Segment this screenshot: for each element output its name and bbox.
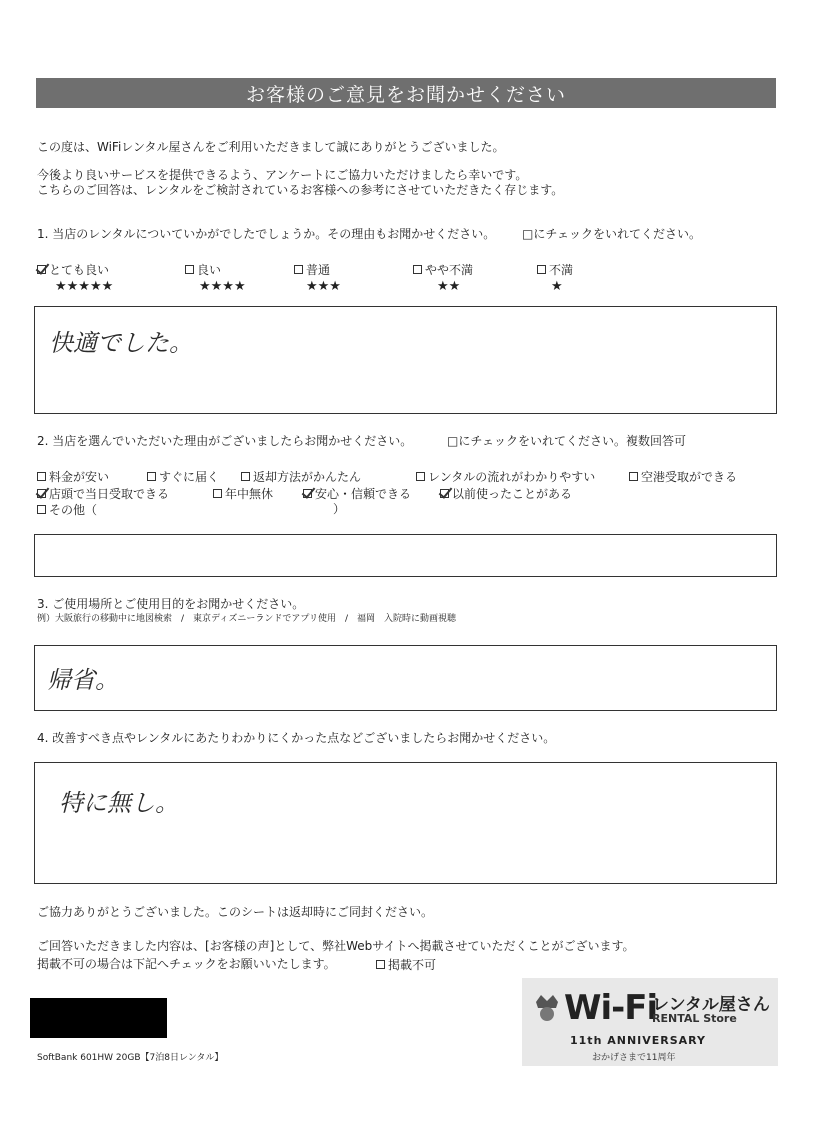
q2-option-fast-delivery[interactable]: すぐに届く — [147, 468, 219, 485]
q1-question: 1. 当店のレンタルについていかがでしたでしょうか。その理由もお聞かせください。 — [37, 227, 496, 241]
q1-option-somewhat-dissatisfied[interactable]: やや不満 ★★ — [413, 259, 473, 294]
crown-icon — [534, 992, 560, 1022]
q1-stars-3: ★★★ — [306, 279, 341, 294]
q2-hint: □にチェックをいれてください。複数回答可 — [447, 434, 686, 448]
footer-notice-1: ご回答いただきました内容は、[お客様の声]として、弊社Webサイトへ掲載させていただくことがございます。 — [37, 939, 635, 953]
checkbox[interactable] — [241, 472, 250, 481]
q2-option-same-day-store[interactable]: 店頭で当日受取できる — [37, 485, 169, 502]
footer-thanks: ご協力ありがとうございました。このシートは返却時にご同封ください。 — [37, 905, 434, 919]
checkbox[interactable] — [629, 472, 638, 481]
checkbox[interactable] — [37, 505, 46, 514]
q2-option-easy-return[interactable]: 返却方法がかんたん — [241, 468, 361, 485]
checkbox[interactable] — [37, 472, 46, 481]
checkbox[interactable] — [213, 489, 222, 498]
q2-option-used-before[interactable]: 以前使ったことがある — [440, 485, 572, 502]
checkbox[interactable] — [147, 472, 156, 481]
q2-answer-box[interactable] — [34, 534, 777, 577]
q3-question: 3. ご使用場所とご使用目的をお聞かせください。 — [37, 597, 305, 611]
q3-answer-box[interactable] — [34, 645, 777, 711]
checkbox[interactable] — [376, 960, 385, 969]
q4-question: 4. 改善すべき点やレンタルにあたりわかりにくかった点などございましたらお聞かせください。 — [37, 731, 556, 745]
q1-option-normal[interactable]: 普通 ★★★ — [294, 259, 341, 294]
q4-answer-text: 特に無し。 — [59, 789, 179, 817]
logo-name: レンタル屋さん — [652, 995, 770, 1015]
q1-option-dissatisfied[interactable]: 不満 ★ — [537, 259, 573, 294]
logo-subtitle: RENTAL Store — [652, 1012, 737, 1025]
no-publish-checkbox[interactable]: 掲載不可 — [376, 956, 436, 973]
q2-option-cheap[interactable]: 料金が安い — [37, 468, 109, 485]
check-icon[interactable] — [37, 265, 46, 274]
q1-answer-box[interactable] — [34, 306, 777, 414]
q3-answer-text: 帰省。 — [47, 666, 119, 694]
intro-line-2: 今後より良いサービスを提供できるよう、アンケートにご協力いただけましたら幸いです。 — [37, 168, 528, 182]
q2-option-airport-pickup[interactable]: 空港受取ができる — [629, 468, 737, 485]
q2-option-easy-flow[interactable]: レンタルの流れがわかりやすい — [416, 468, 595, 485]
redacted-name — [30, 998, 167, 1038]
check-icon[interactable] — [37, 489, 46, 498]
logo-wifi-text: Wi-Fi — [564, 988, 658, 1028]
intro-line-1: この度は、WiFiレンタル屋さんをご利用いただきまして誠にありがとうございました。 — [37, 140, 505, 154]
footer-notice-2: 掲載不可の場合は下記へチェックをお願いいたします。 — [37, 957, 336, 971]
q2-question: 2. 当店を選んでいただいた理由がございましたらお聞かせください。 — [37, 434, 413, 448]
check-icon[interactable] — [440, 489, 449, 498]
check-icon[interactable] — [303, 489, 312, 498]
q1-answer-text: 快適でした。 — [49, 329, 193, 357]
q2-other-close: ） — [333, 502, 346, 516]
checkbox[interactable] — [413, 265, 422, 274]
logo-anniversary: 11th ANNIVERSARY — [570, 1034, 707, 1047]
q2-option-trustworthy[interactable]: 安心・信頼できる — [303, 485, 411, 502]
checkbox[interactable] — [537, 265, 546, 274]
checkbox[interactable] — [294, 265, 303, 274]
company-logo — [522, 978, 778, 1066]
q1-option-very-good[interactable]: とても良い ★★★★★ — [37, 259, 113, 294]
q1-stars-2: ★★ — [437, 279, 461, 294]
q2-option-other[interactable]: その他（ — [37, 501, 97, 518]
q1-hint: □にチェックをいれてください。 — [522, 227, 701, 241]
q3-example: 例）大阪旅行の移動中に地図検索 / 東京ディズニーランドでアプリ使用 / 福岡 入院時に動画視聴 — [37, 614, 456, 624]
q1-option-good[interactable]: 良い ★★★★ — [185, 259, 246, 294]
q1-stars-1: ★ — [551, 279, 563, 294]
q1-stars-5: ★★★★★ — [55, 279, 114, 294]
page-title: お客様のご意見をお聞かせください — [36, 78, 776, 108]
checkbox[interactable] — [416, 472, 425, 481]
q2-option-open-all-year[interactable]: 年中無休 — [213, 485, 273, 502]
intro-line-3: こちらのご回答は、レンタルをご検討されているお客様への参考にさせていただきたく存じます。 — [37, 183, 564, 197]
device-info: SoftBank 601HW 20GB【7泊8日レンタル】 — [37, 1053, 224, 1063]
q4-answer-box[interactable] — [34, 762, 777, 884]
logo-tagline: おかげさまで11周年 — [592, 1053, 676, 1063]
q1-stars-4: ★★★★ — [199, 279, 246, 294]
checkbox[interactable] — [185, 265, 194, 274]
